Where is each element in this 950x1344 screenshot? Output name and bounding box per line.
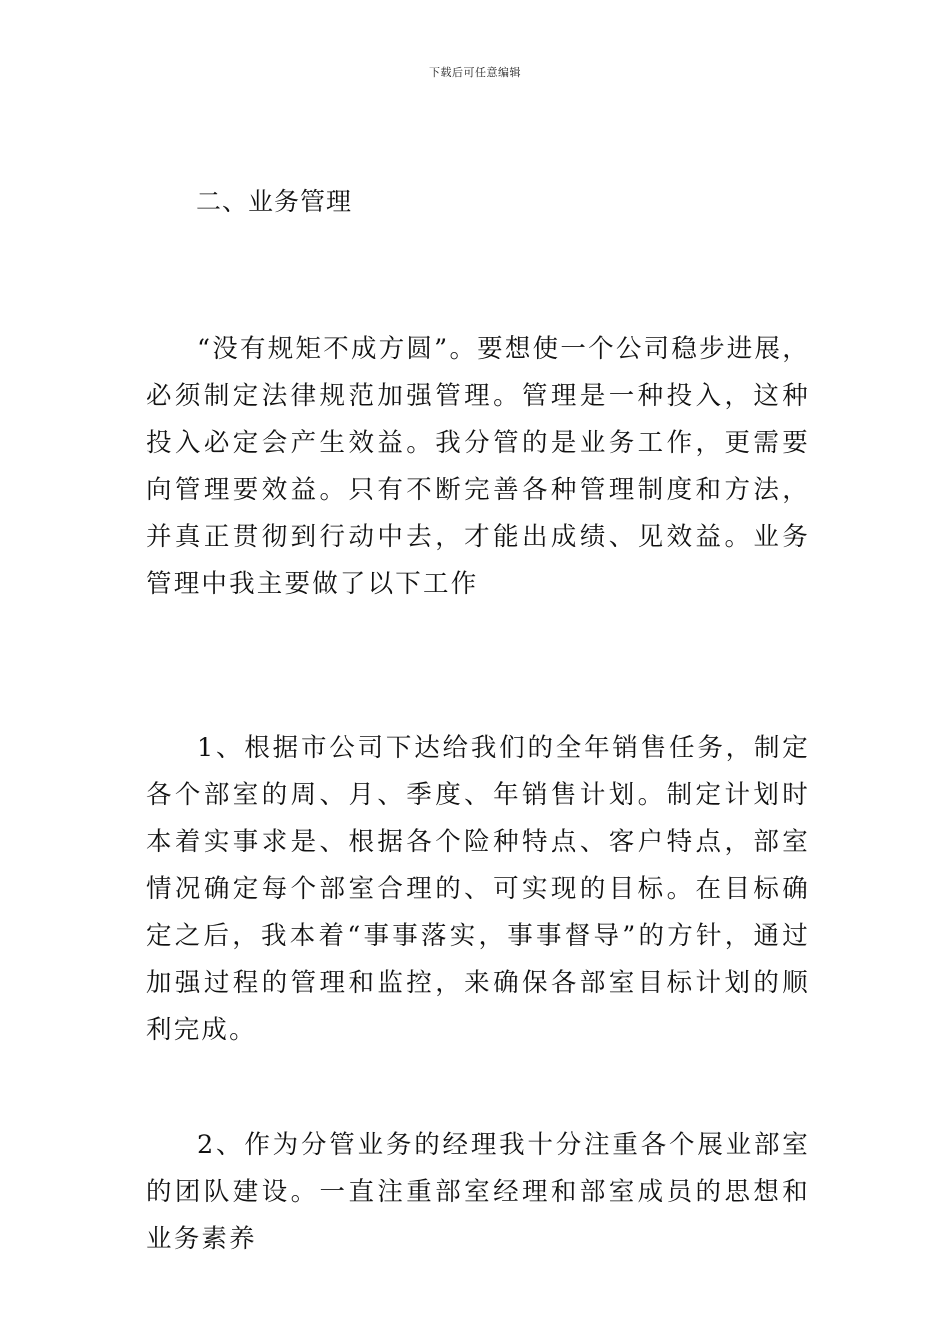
paragraph-intro: “没有规矩不成方圆”。要想使一个公司稳步进展，必须制定法律规范加强管理。管理是一种投入，这种投入必定会产生效益。我分管的是业务工作，更需要向管理要效益。只有不断完善各种管理制度和方法，并真正贯彻到行动中去，才能出成绩、见效益。业务管理中我主要做了以下工作 xyxy=(146,334,810,599)
page-header: 下载后可任意编辑 xyxy=(429,66,521,79)
paragraph-item-2: 2、作为分管业务的经理我十分注重各个展业部室的团队建设。一直注重部室经理和部室成员的思想和业务素养 xyxy=(146,1130,810,1254)
section-heading: 二、业务管理 xyxy=(196,187,353,216)
paragraph-item-1: 1、根据市公司下达给我们的全年销售任务，制定各个部室的周、月、季度、年销售计划。制定计划时本着实事求是、根据各个险种特点、客户特点，部室情况确定每个部室合理的、可实现的目标。在目标确定之后，我本着“事事落实，事事督导”的方针，通过加强过程的管理和监控，来确保各部室目标计划的顺利完成。 xyxy=(146,733,810,1045)
